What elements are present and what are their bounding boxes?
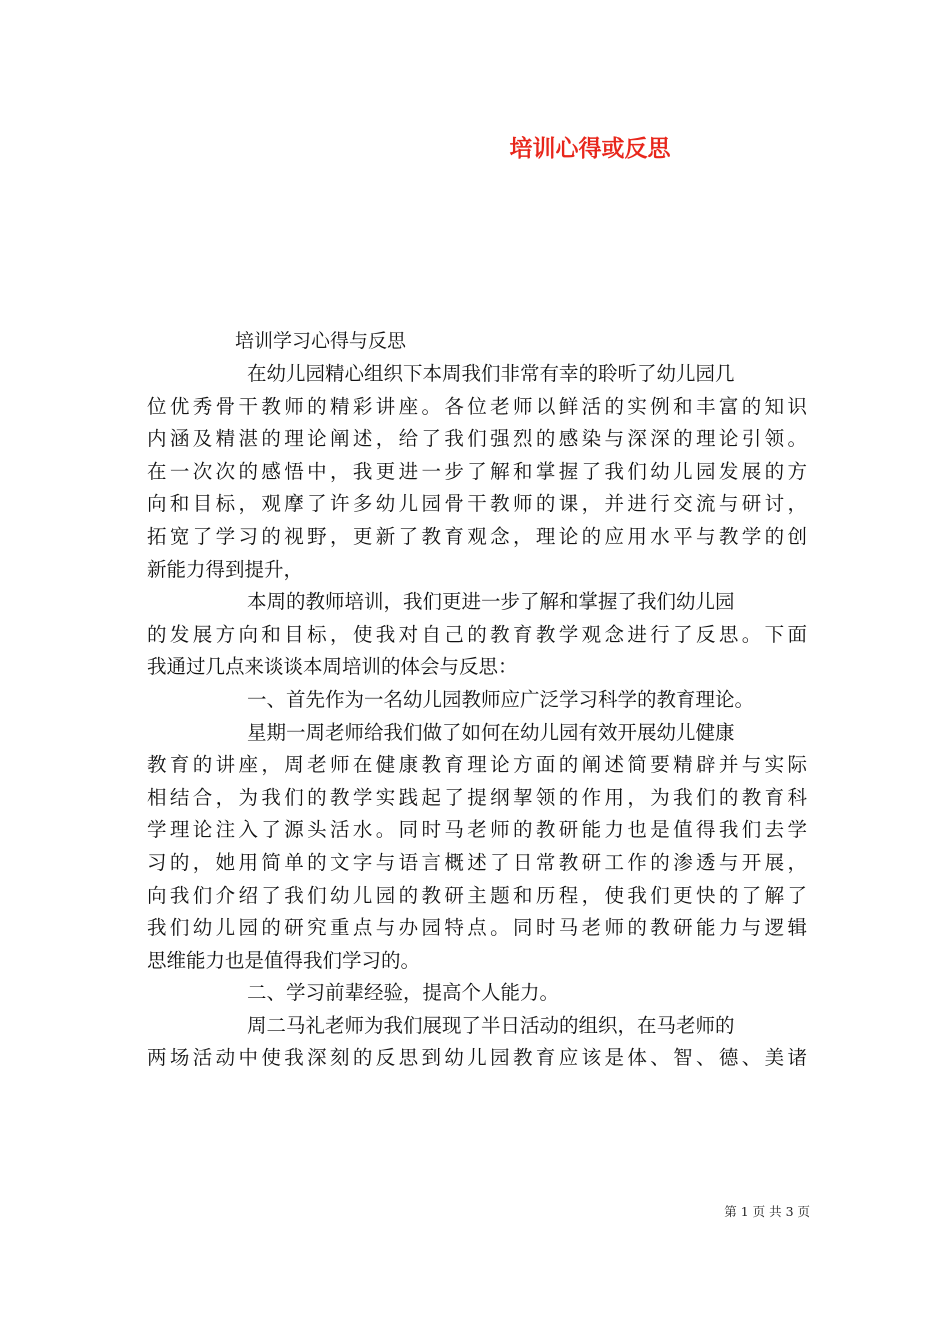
paragraph-line: 拓宽了学习的视野，更新了教育观念，理论的应用水平与教学的创 [147, 524, 807, 548]
document-subtitle: 培训学习心得与反思 [235, 330, 407, 352]
page-footer: 第 1 页 共 3 页 [724, 1204, 810, 1219]
document-title: 培训心得或反思 [509, 135, 671, 162]
paragraph-line: 向我们介绍了我们幼儿园的教研主题和历程，使我们更快的了解了 [147, 883, 807, 907]
section-heading: 一、首先作为一名幼儿园教师应广泛学习科学的教育理论。 [247, 687, 755, 711]
paragraph-line: 在一次次的感悟中，我更进一步了解和掌握了我们幼儿园发展的方 [147, 459, 807, 483]
paragraph-line: 新能力得到提升， [147, 557, 304, 581]
paragraph-line: 我们幼儿园的研究重点与办园特点。同时马老师的教研能力与逻辑 [147, 916, 807, 940]
paragraph-line: 两场活动中使我深刻的反思到幼儿园教育应该是体、智、德、美诸 [147, 1046, 807, 1070]
paragraph-line: 星期一周老师给我们做了如何在幼儿园有效开展幼儿健康 [247, 720, 735, 744]
paragraph-line: 我通过几点来谈谈本周培训的体会与反思： [147, 655, 518, 679]
paragraph-line: 习的，她用简单的文字与语言概述了日常教研工作的渗透与开展， [147, 850, 807, 874]
paragraph-line: 学理论注入了源头活水。同时马老师的教研能力也是值得我们去学 [147, 818, 807, 842]
paragraph-line: 在幼儿园精心组织下本周我们非常有幸的聆听了幼儿园几 [247, 362, 735, 385]
paragraph-line: 的发展方向和目标，使我对自己的教育教学观念进行了反思。下面 [147, 622, 807, 646]
paragraph-line: 思维能力也是值得我们学习的。 [147, 948, 421, 972]
paragraph-line: 位优秀骨干教师的精彩讲座。各位老师以鲜活的实例和丰富的知识 [147, 394, 807, 418]
section-heading: 二、学习前辈经验，提高个人能力。 [247, 981, 560, 1005]
paragraph-line: 教育的讲座，周老师在健康教育理论方面的阐述简要精辟并与实际 [147, 753, 807, 777]
paragraph-line: 周二马礼老师为我们展现了半日活动的组织，在马老师的 [247, 1013, 735, 1037]
paragraph-line: 向和目标，观摩了许多幼儿园骨干教师的课，并进行交流与研讨， [147, 492, 807, 516]
paragraph-line: 内涵及精湛的理论阐述，给了我们强烈的感染与深深的理论引领。 [147, 427, 807, 451]
paragraph-line: 本周的教师培训，我们更进一步了解和掌握了我们幼儿园 [247, 590, 735, 614]
paragraph-line: 相结合，为我们的教学实践起了提纲挈领的作用，为我们的教育科 [147, 785, 807, 809]
document-body [147, 358, 807, 1075]
